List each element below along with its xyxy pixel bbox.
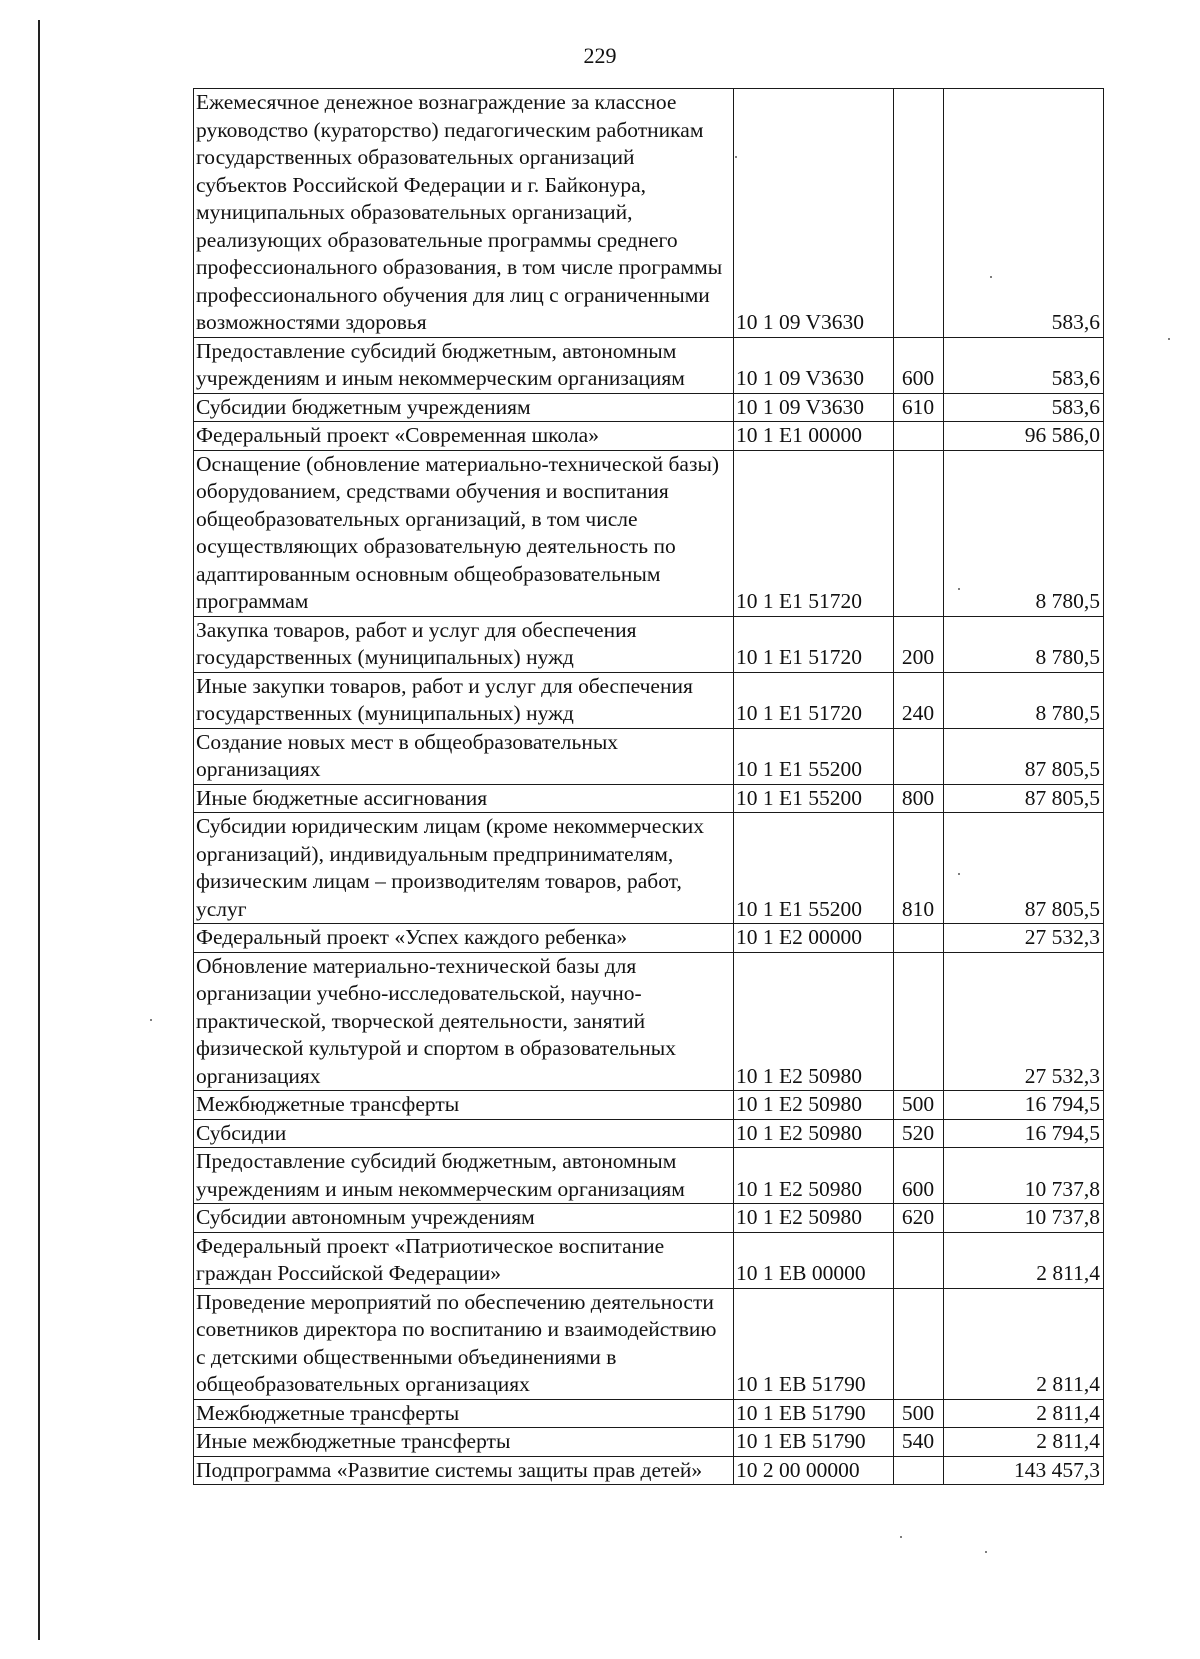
row-expense-type: 200	[894, 616, 944, 672]
row-code: 10 1 E2 00000	[734, 924, 894, 953]
table-row	[194, 450, 1104, 616]
row-code: 10 1 E1 55200	[734, 784, 894, 813]
budget-table	[193, 88, 1104, 1485]
row-name: Субсидии автономным учреждениям	[194, 1204, 734, 1233]
row-sum: 583,6	[944, 393, 1104, 422]
table-row	[194, 337, 1104, 393]
row-expense-type: 540	[894, 1428, 944, 1457]
row-expense-type: 810	[894, 813, 944, 924]
table-row	[194, 813, 1104, 924]
row-sum: 2 811,4	[944, 1399, 1104, 1428]
row-sum: 87 805,5	[944, 784, 1104, 813]
scan-speck	[958, 588, 960, 590]
row-code: 10 1 09 V3630	[734, 337, 894, 393]
row-sum: 8 780,5	[944, 672, 1104, 728]
row-code: 10 1 E2 50980	[734, 1204, 894, 1233]
row-sum: 8 780,5	[944, 616, 1104, 672]
row-name: Иные межбюджетные трансферты	[194, 1428, 734, 1457]
table-row	[194, 1428, 1104, 1457]
row-sum: 16 794,5	[944, 1119, 1104, 1148]
table-row	[194, 1399, 1104, 1428]
row-sum: 2 811,4	[944, 1288, 1104, 1399]
table-row	[194, 1091, 1104, 1120]
table-row	[194, 1232, 1104, 1288]
row-expense-type: 240	[894, 672, 944, 728]
row-expense-type	[894, 728, 944, 784]
row-name: Ежемесячное денежное вознаграждение за классное руководство (кураторство) педагогическим работникам государственных образовательных организаций субъектов Российской Федерации и г. Байконура, муниципальных образовательных организаций, реализующих образовательные программы среднего профессионального образования, в том числе программы профессионального обучения для лиц с ограниченными возможностями здоровья	[194, 89, 734, 338]
table-row	[194, 952, 1104, 1091]
row-name: Подпрограмма «Развитие системы защиты прав детей»	[194, 1456, 734, 1485]
scan-speck	[735, 156, 737, 158]
row-sum: 96 586,0	[944, 422, 1104, 451]
row-expense-type	[894, 924, 944, 953]
page-number: 229	[583, 43, 617, 68]
row-code: 10 1 E1 51720	[734, 616, 894, 672]
row-sum: 87 805,5	[944, 728, 1104, 784]
row-code: 10 1 EB 51790	[734, 1288, 894, 1399]
row-expense-type	[894, 1232, 944, 1288]
row-name: Закупка товаров, работ и услуг для обеспечения государственных (муниципальных) нужд	[194, 616, 734, 672]
row-sum: 16 794,5	[944, 1091, 1104, 1120]
row-name: Межбюджетные трансферты	[194, 1091, 734, 1120]
row-name: Предоставление субсидий бюджетным, автономным учреждениям и иным некоммерческим организациям	[194, 337, 734, 393]
row-expense-type: 800	[894, 784, 944, 813]
row-expense-type	[894, 1456, 944, 1485]
row-expense-type	[894, 1288, 944, 1399]
table-row	[194, 1119, 1104, 1148]
row-sum: 143 457,3	[944, 1456, 1104, 1485]
row-sum: 583,6	[944, 337, 1104, 393]
row-sum: 10 737,8	[944, 1148, 1104, 1204]
row-code: 10 1 E2 50980	[734, 1119, 894, 1148]
table-row	[194, 784, 1104, 813]
row-code: 10 1 E1 51720	[734, 450, 894, 616]
row-expense-type: 620	[894, 1204, 944, 1233]
row-expense-type: 500	[894, 1399, 944, 1428]
table-row	[194, 1148, 1104, 1204]
row-expense-type	[894, 450, 944, 616]
row-code: 10 1 E2 50980	[734, 1091, 894, 1120]
row-code: 10 1 E2 50980	[734, 952, 894, 1091]
row-code: 10 1 EB 51790	[734, 1428, 894, 1457]
row-name: Федеральный проект «Успех каждого ребенка»	[194, 924, 734, 953]
table-row	[194, 728, 1104, 784]
scan-speck	[958, 873, 960, 875]
row-name: Обновление материально-технической базы для организации учебно-исследовательской, научно-практической, творческой деятельности, занятий физической культурой и спортом в образовательных организациях	[194, 952, 734, 1091]
row-code: 10 1 E1 00000	[734, 422, 894, 451]
row-code: 10 1 09 V3630	[734, 393, 894, 422]
row-code: 10 1 EB 51790	[734, 1399, 894, 1428]
row-code: 10 1 09 V3630	[734, 89, 894, 338]
row-expense-type	[894, 89, 944, 338]
row-code: 10 2 00 00000	[734, 1456, 894, 1485]
row-name: Предоставление субсидий бюджетным, автономным учреждениям и иным некоммерческим организациям	[194, 1148, 734, 1204]
table-row	[194, 422, 1104, 451]
row-sum: 27 532,3	[944, 952, 1104, 1091]
row-sum: 8 780,5	[944, 450, 1104, 616]
row-expense-type: 600	[894, 337, 944, 393]
row-sum: 87 805,5	[944, 813, 1104, 924]
scan-speck	[985, 1551, 987, 1553]
table-row	[194, 1288, 1104, 1399]
table-row	[194, 672, 1104, 728]
scan-speck	[1168, 338, 1170, 340]
row-expense-type	[894, 422, 944, 451]
row-name: Иные бюджетные ассигнования	[194, 784, 734, 813]
row-code: 10 1 E1 55200	[734, 813, 894, 924]
row-sum: 27 532,3	[944, 924, 1104, 953]
row-expense-type: 520	[894, 1119, 944, 1148]
table-row	[194, 924, 1104, 953]
row-name: Межбюджетные трансферты	[194, 1399, 734, 1428]
row-expense-type	[894, 952, 944, 1091]
table-row	[194, 89, 1104, 338]
table-row	[194, 1204, 1104, 1233]
row-code: 10 1 E1 55200	[734, 728, 894, 784]
row-code: 10 1 EB 00000	[734, 1232, 894, 1288]
row-expense-type: 500	[894, 1091, 944, 1120]
table-row	[194, 1456, 1104, 1485]
row-name: Федеральный проект «Современная школа»	[194, 422, 734, 451]
row-name: Иные закупки товаров, работ и услуг для обеспечения государственных (муниципальных) нужд	[194, 672, 734, 728]
row-name: Субсидии	[194, 1119, 734, 1148]
row-expense-type: 610	[894, 393, 944, 422]
scan-speck	[990, 276, 992, 278]
row-sum: 583,6	[944, 89, 1104, 338]
row-code: 10 1 E1 51720	[734, 672, 894, 728]
row-expense-type: 600	[894, 1148, 944, 1204]
row-name: Оснащение (обновление материально-технической базы) оборудованием, средствами обучения и воспитания общеобразовательных организаций, в том числе осуществляющих образовательную деятельность по адаптированным основным общеобразовательным программам	[194, 450, 734, 616]
row-sum: 10 737,8	[944, 1204, 1104, 1233]
row-name: Федеральный проект «Патриотическое воспитание граждан Российской Федерации»	[194, 1232, 734, 1288]
row-name: Субсидии бюджетным учреждениям	[194, 393, 734, 422]
row-name: Субсидии юридическим лицам (кроме некоммерческих организаций), индивидуальным предпринимателям, физическим лицам – производителям товаров, работ, услуг	[194, 813, 734, 924]
table-row	[194, 616, 1104, 672]
row-sum: 2 811,4	[944, 1232, 1104, 1288]
scan-speck	[150, 1019, 152, 1021]
scan-edge-line	[38, 20, 40, 1640]
row-code: 10 1 E2 50980	[734, 1148, 894, 1204]
row-name: Проведение мероприятий по обеспечению деятельности советников директора по воспитанию и взаимодействию с детскими общественными объединениями в общеобразовательных организациях	[194, 1288, 734, 1399]
row-sum: 2 811,4	[944, 1428, 1104, 1457]
scan-speck	[900, 1536, 902, 1538]
row-name: Создание новых мест в общеобразовательных организациях	[194, 728, 734, 784]
table-row	[194, 393, 1104, 422]
